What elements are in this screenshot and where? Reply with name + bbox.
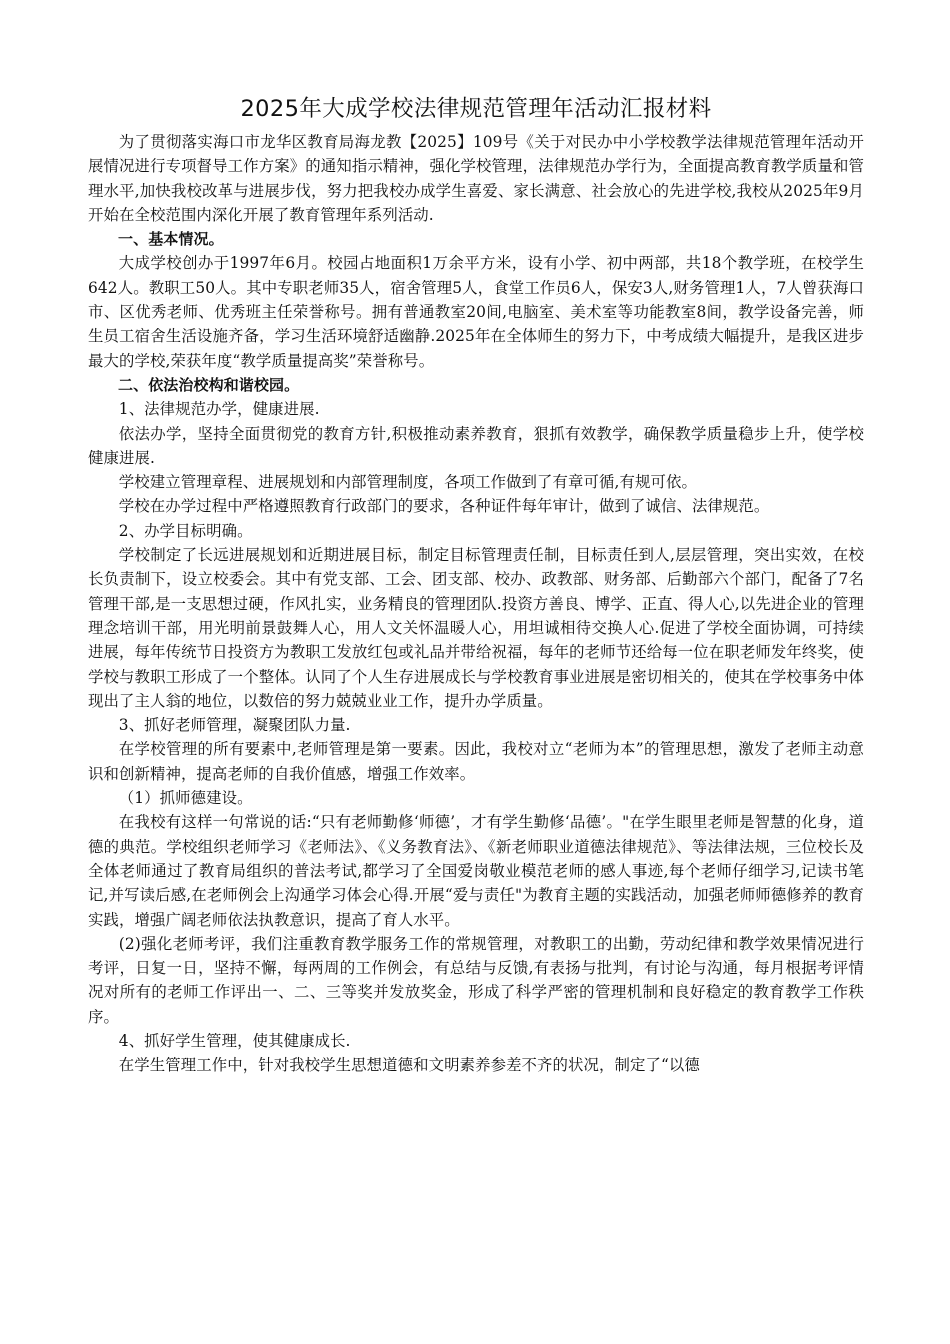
body-paragraph: 学校制定了长远进展规划和近期进展目标，制定目标管理责任制，目标责任到人,层层管理，突出实效，在校长负责制下，设立校委会。其中有党支部、工会、团支部、校办、政教部、财务部、后勤部六个部门，配备了7名管理干部,是一支思想过硬，作风扎实，业务精良的管理团队.投资方善良、博学、正直、得人心,以先进企业的管理理念培训干部，用光明前景鼓舞人心，用人文关怀温暖人心，用坦诚相待交换人心.促进了学校全面协调，可持续进展，每年传统节日投资方为教职工发放红包或礼品并带给祝福，每年的老师节还给每一位在职老师发年终奖，使学校与教职工形成了一个整体。认同了个人生存进展成长与学校教育事业进展是密切相关的，使其在学校事务中体现出了主人翁的地位，以数倍的努力兢兢业业工作，提升办学质量。 [88, 546, 864, 710]
body-paragraph: 学校在办学过程中严格遵照教育行政部门的要求，各种证件每年审计，做到了诚信、法律规范。 [118, 497, 770, 516]
body-paragraph: 为了贯彻落实海口市龙华区教育局海龙教【2025】109号《关于对民办中小学校教学法律规范管理年活动开展情况进行专项督导工作方案》的通知指示精神，强化学校管理，法律规范办学行为，全面提高教育教学质量和管理水平,加快我校改革与进展步伐，努力把我校办成学生喜爱、家长满意、社会放心的先进学校,我校从2025年9月开始在全校范围内深化开展了教育管理年系列活动. [88, 133, 864, 224]
body-paragraph: 1、法律规范办学，健康进展. [118, 400, 320, 419]
document-title: 2025年大成学校法律规范管理年活动汇报材料 [240, 96, 712, 122]
body-paragraph: (2)强化老师考评，我们注重教育教学服务工作的常规管理，对教职工的出勤，劳动纪律和教学效果情况进行考评，日复一日，坚持不懈，每两周的工作例会，有总结与反馈,有表扬与批判，有讨论与沟通，每月根据考评情况对所有的老师工作评出一、二、三等奖并发放奖金，形成了科学严密的管理机制和良好稳定的教育教学工作秩序。 [88, 934, 864, 1026]
body-paragraph: 大成学校创办于1997年6月。校园占地面积1万余平方米，设有小学、初中两部，共18个教学班，在校学生642人。教职工50人。其中专职老师35人，宿舍管理5人，食堂工作员6人，保安3人,财务管理1人，7人曾获海口市、区优秀老师、优秀班主任荣誉称号。拥有普通教室20间,电脑室、美术室等功能教室8间，教学设备完善，师生员工宿舍生活设施齐备，学习生活环境舒适幽静.2025年在全体师生的努力下，中考成绩大幅提升，是我区进步最大的学校,荣获年度“教学质量提高奖”荣誉称号。 [88, 254, 864, 370]
body-paragraph: 依法办学，坚持全面贯彻党的教育方针,积极推动素养教育，狠抓有效教学，确保教学质量稳步上升，使学校健康进展. [88, 424, 864, 467]
body-paragraph: 在学校管理的所有要素中,老师管理是第一要素。因此，我校对立“老师为本”的管理思想，激发了老师主动意识和创新精神，提高老师的自我价值感，增强工作效率。 [88, 740, 864, 783]
body-paragraph: 4、抓好学生管理，使其健康成长. [118, 1031, 351, 1050]
body-paragraph: （1）抓师德建设。 [118, 789, 253, 808]
body-paragraph: 在我校有这样一句常说的话:“只有老师勤修‘师德’，才有学生勤修‘品德’。"在学生眼里老师是智慧的化身，道德的典范。学校组织老师学习《老师法》、《义务教育法》、《新老师职业道德法律规范》、等法律法规，三位校长及全体老师通过了教育局组织的普法考试,都学习了全国爱岗敬业模范老师的感人事迹,每个老师仔细学习,记读书笔记,并写读后感,在老师例会上沟通学习体会心得.开展“爱与责任"为教育主题的实践活动，加强老师师德修养的教育实践，增强广阔老师依法执教意识，提高了育人水平。 [88, 813, 864, 929]
document-paragraphs [88, 130, 864, 1078]
section-heading: 二、依法治校构和谐校园。 [118, 375, 300, 394]
body-paragraph: 在学生管理工作中，针对我校学生思想道德和文明素养参差不齐的状况，制定了“以德 [118, 1056, 700, 1075]
body-paragraph: 学校建立管理章程、进展规划和内部管理制度，各项工作做到了有章可循,有规可依。 [118, 473, 697, 492]
body-paragraph: 2、办学目标明确。 [118, 521, 253, 540]
section-heading: 一、基本情况。 [118, 230, 224, 249]
document-body [88, 92, 864, 1078]
body-paragraph: 3、抓好老师管理，凝聚团队力量. [118, 716, 351, 735]
